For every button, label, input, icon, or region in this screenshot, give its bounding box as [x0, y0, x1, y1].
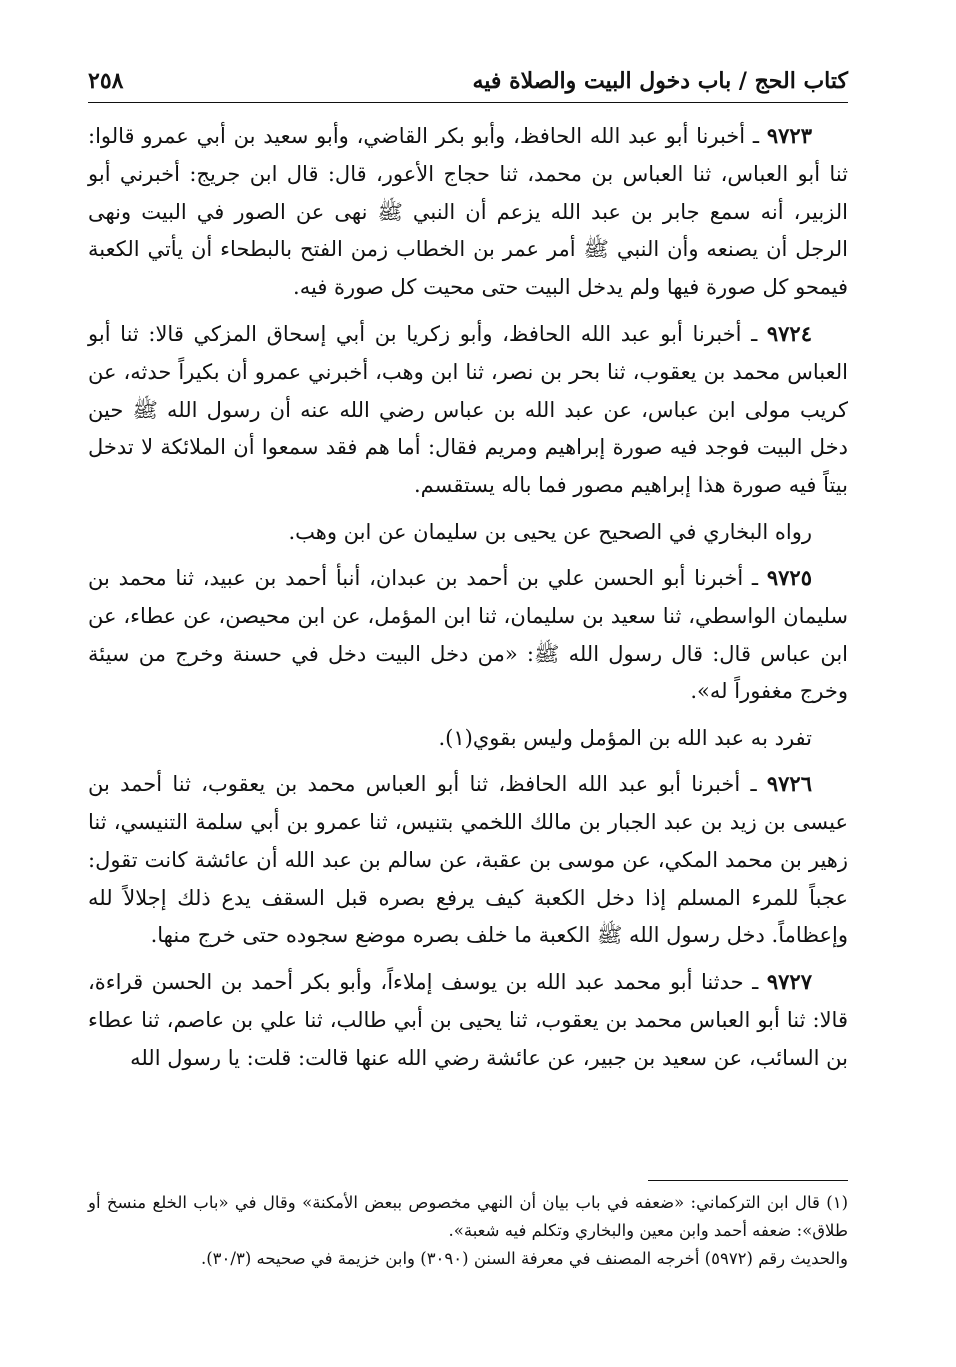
hadith-text: ـ أخبرنا أبو الحسن علي بن أحمد بن عبدان، أنبأ أحمد بن عبيد، ثنا محمد بن سليمان الواسطي، ثنا سعيد بن سليمان، ثنا ابن المؤمل، عن ابن محيصن، عن عطاء، عن ابن عباس قال: قال رسول الله ﷺ: «من دخل البيت دخل في حسنة وخرج من سيئة وخرج مغفوراً له».	[88, 565, 848, 704]
page-header	[88, 62, 848, 103]
hadith-9727	[88, 963, 848, 1077]
page-number: ٢٥٨	[88, 68, 124, 94]
hadith-number: ٩٧٢٥	[766, 564, 812, 590]
hadith-9723	[88, 117, 848, 307]
footnote-divider	[648, 1180, 848, 1181]
hadith-text: ـ أخبرنا أبو عبد الله الحافظ، وأبو بكر القاضي، وأبو سعيد بن أبي عمرو قالوا: ثنا أبو العباس، ثنا العباس بن محمد، ثنا حجاج الأعور، قال: قال ابن جريج: أخبرني أبو الزبير، أنه سمع جابر بن عبد الله يزعم أن النبي ﷺ نهى عن الصور في البيت ونهى الرجل أن يصنعه وأن النبي ﷺ أمر عمر بن الخطاب زمن الفتح بالبطحاء أن يأتي الكعبة فيمحو كل صورة فيها ولم يدخل البيت حتى محيت كل صورة فيه.	[88, 124, 848, 300]
hadith-9726	[88, 765, 848, 955]
running-title: كتاب الحج / باب دخول البيت والصلاة فيه	[472, 68, 848, 94]
narration-note	[88, 513, 848, 551]
hadith-number: ٩٧٢٧	[766, 969, 812, 995]
hadith-number: ٩٧٢٤	[766, 320, 812, 346]
note-text: رواه البخاري في الصحيح عن يحيى بن سليمان عن ابن وهب.	[288, 519, 812, 544]
hadith-text: ـ حدثنا أبو محمد عبد الله بن يوسف إملاءاً، وأبو بكر أحمد بن الحسن قراءة، قالا: ثنا أبو العباس محمد بن يعقوب، ثنا يحيى بن أبي طالب، ثنا علي بن عاصم، ثنا عطاء بن السائب، عن سعيد بن جبير، عن عائشة رضي الله عنها قالت: قلت: يا رسول الله	[88, 970, 848, 1070]
hadith-9725	[88, 559, 848, 711]
footnotes	[88, 1180, 848, 1273]
hadith-text: ـ أخبرنا أبو عبد الله الحافظ، ثنا أبو العباس محمد بن يعقوب، ثنا أحمد بن عيسى بن زيد بن عبد الجبار بن مالك اللخمي بتنيس، ثنا عمرو بن أبي سلمة التنيسي، ثنا زهير بن محمد المكي، عن موسى بن عقبة، عن سالم بن عبد الله أن عائشة كانت تقول: عجباً للمرء المسلم إذا دخل الكعبة كيف يرفع بصره قبل السقف يدع ذلك إجلالاً لله وإعظاماً. دخل رسول الله ﷺ الكعبة ما خلف بصره موضع سجوده حتى خرج منها.	[88, 772, 848, 948]
hadith-number: ٩٧٢٣	[766, 123, 812, 148]
hadith-text: ـ أخبرنا أبو عبد الله الحافظ، وأبو زكريا بن أبي إسحاق المزكي قالا: ثنا أبو العباس محمد بن يعقوب، ثنا بحر بن نصر، ثنا ابن وهب، أخبرني عمرو أن بكيراً حدثه، عن كريب مولى ابن عباس، عن عبد الله بن عباس رضي الله عنه أن رسول الله ﷺ حين دخل البيت فوجد فيه صورة إبراهيم ومريم فقال: أما هم فقد سمعوا أن الملائكة لا تدخل بيتاً فيه صورة هذا إبراهيم مصور فما باله يستقسم.	[88, 321, 848, 498]
note-text: تفرد به عبد الله بن المؤمل وليس بقوي(١).	[438, 726, 812, 751]
page-body	[88, 62, 848, 1086]
hadith-number: ٩٧٢٦	[766, 771, 812, 797]
hadith-9724	[88, 315, 848, 505]
footnote-reference: والحديث رقم (٥٩٧٢) أخرجه المصنف في معرفة السنن (٣٠٩٠) وابن خزيمة في صحيحه (٣٠/٣).	[200, 1249, 848, 1268]
narration-note	[88, 719, 848, 757]
footnote-1: (١) قال ابن التركماني: «ضعفه في باب بيان أن النهي مخصوص ببعض الأمكنة» وقال في «باب الخلع منسخ أو طلاق»: ضعفه أحمد وابن معين والبخاري وتكلم فيه شعبة».	[88, 1193, 848, 1240]
